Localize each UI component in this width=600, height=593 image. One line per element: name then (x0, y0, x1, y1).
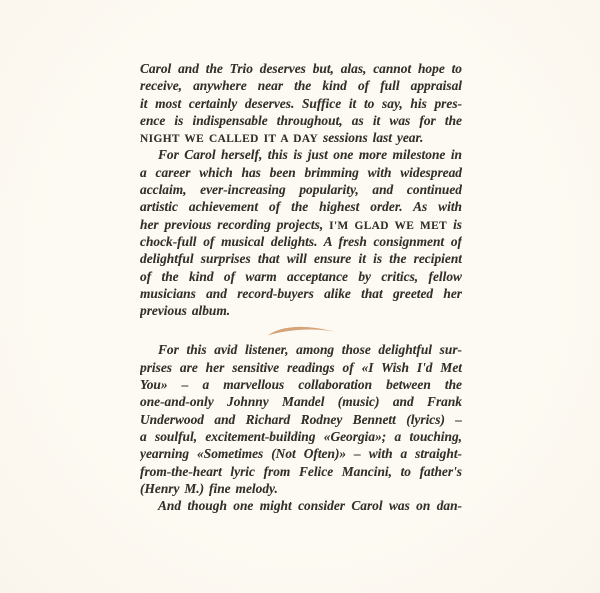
text-segment: her previous recording projects, (140, 216, 330, 232)
text-line (140, 411, 462, 428)
text-segment: For this avid listener, among those delightful sur- (158, 342, 462, 358)
text-line (140, 480, 462, 497)
text-segment: a career which has been brimming with widespread (140, 164, 462, 180)
text-line (140, 181, 462, 198)
text-line (140, 341, 462, 358)
text-line (140, 445, 462, 462)
text-segment: prises are her sensitive readings of «I Wish I'd Met (140, 359, 462, 375)
text-line (140, 463, 462, 480)
text-segment: from-the-heart lyric from Felice Mancini, to father's (140, 463, 462, 479)
text-segment: is (447, 216, 462, 232)
text-segment: chock-full of musical delights. A fresh consignment of (140, 233, 462, 249)
text-line (140, 198, 462, 215)
paragraph-group (140, 341, 462, 514)
text-line (140, 302, 462, 319)
paragraph (140, 341, 462, 497)
text-segment: musicians and record-buyers alike that greeted her (140, 285, 462, 301)
text-segment: For Carol herself, this is just one more milestone in (158, 147, 462, 163)
text-segment: ence is indispensable throughout, as it was for the (140, 112, 462, 128)
album-title-smallcaps: I'M GLAD WE MET (329, 219, 448, 232)
text-line (140, 129, 462, 146)
text-line (140, 233, 462, 250)
text-segment: delightful surprises that will ensure it is the recipient (140, 251, 462, 267)
paragraph (140, 60, 462, 146)
text-line (140, 393, 462, 410)
text-line (140, 359, 462, 376)
paragraph-group (140, 60, 462, 319)
text-segment: one-and-only Johnny Mandel (music) and Frank (140, 394, 462, 410)
album-title-smallcaps: NIGHT WE CALLED IT A DAY (140, 133, 319, 146)
text-segment: Carol and the Trio deserves but, alas, cannot hope to (140, 61, 462, 76)
text-line (140, 268, 462, 285)
text-line (140, 146, 462, 163)
text-line (140, 112, 462, 129)
paragraph (140, 146, 462, 319)
text-segment: sessions last year. (318, 130, 424, 146)
text-segment: a soulful, excitement-building «Georgia»; a touching, (140, 428, 462, 444)
text-line (140, 216, 462, 233)
text-line (140, 285, 462, 302)
text-line (140, 77, 462, 94)
text-line (140, 428, 462, 445)
paragraph (140, 497, 462, 514)
text-segment: of the kind of warm acceptance by critics, fellow (140, 268, 462, 284)
swash-ornament (140, 319, 462, 341)
text-line (140, 376, 462, 393)
text-segment: receive, anywhere near the kind of full appraisal (140, 78, 462, 94)
liner-notes-text (140, 60, 462, 514)
text-segment: And though one might consider Carol was on dan- (158, 498, 462, 514)
text-line (140, 95, 462, 112)
text-segment: yearning «Sometimes (Not Often)» – with a straight- (140, 446, 462, 462)
swash-ornament-icon (268, 327, 335, 336)
text-line (140, 60, 462, 77)
text-segment: Underwood and Richard Rodney Bennett (lyrics) – (140, 411, 462, 427)
text-segment: previous album. (140, 303, 231, 319)
text-segment: You» – a marvellous collaboration between the (140, 377, 462, 393)
text-segment: it most certainly deserves. Suffice it to say, his pres- (140, 95, 462, 111)
text-line (140, 497, 462, 514)
text-line (140, 250, 462, 267)
text-segment: (Henry M.) fine melody. (140, 480, 278, 496)
text-segment: acclaim, ever-increasing popularity, and continued (140, 182, 462, 198)
text-segment: artistic achievement of the highest order. As with (140, 199, 462, 215)
text-line (140, 164, 462, 181)
